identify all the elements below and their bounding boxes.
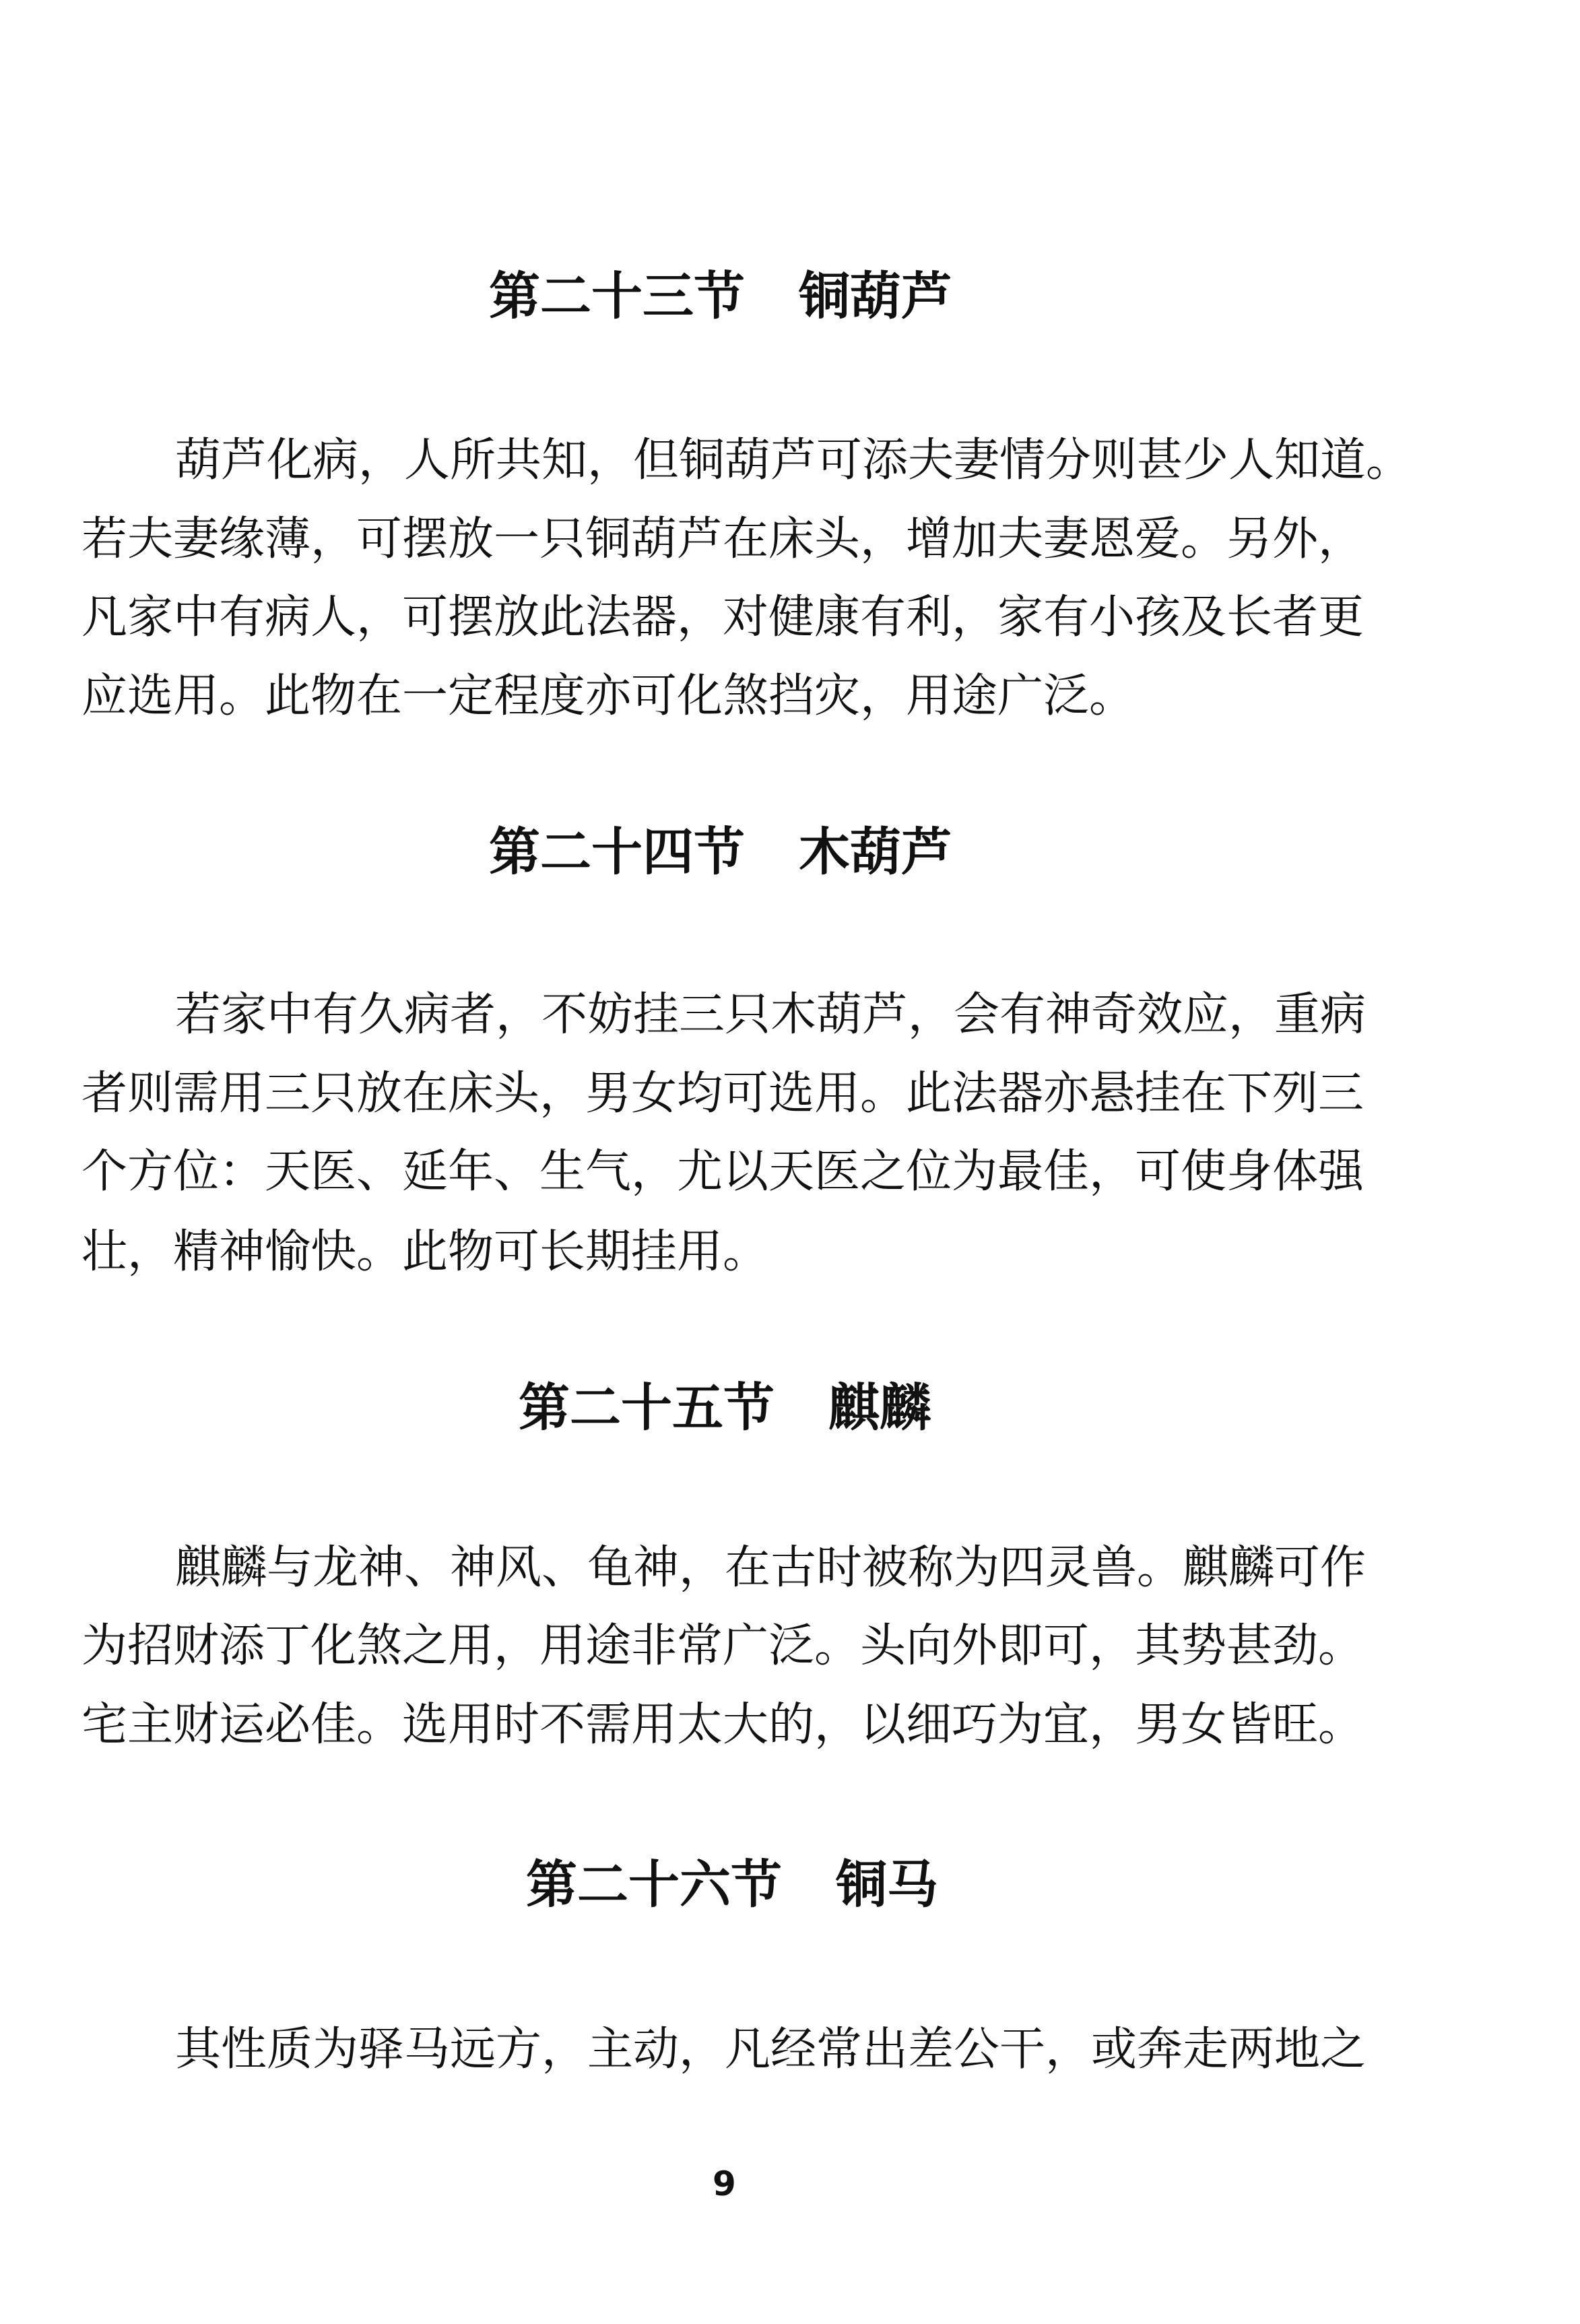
section-number: 第二十三节 (489, 266, 745, 326)
section-26-heading (526, 1854, 938, 1915)
paragraph-line: 宅主财运必佳。选用时不需用太大的，以细巧为宜，男女皆旺。 (81, 1698, 1364, 1751)
section-23-heading (489, 266, 952, 327)
page-number: 9 (713, 2164, 736, 2203)
paragraph-line: 若夫妻缘薄，可摆放一只铜葫芦在床头，增加夫妻恩爱。另外， (81, 513, 1364, 566)
paragraph-line: 为招财添丁化煞之用，用途非常广泛。头向外即可，其势甚劲。 (81, 1619, 1364, 1673)
paragraph-line: 凡家中有病人，可摆放此法器，对健康有利，家有小孩及长者更 (81, 591, 1364, 644)
section-title: 麒麟 (828, 1378, 931, 1438)
section-number: 第二十六节 (526, 1854, 782, 1914)
paragraph-line: 葫芦化病，人所共知，但铜葫芦可添夫妻情分则甚少人知道。 (175, 434, 1412, 487)
section-number: 第二十五节 (519, 1378, 775, 1438)
section-title: 铜葫芦 (799, 266, 952, 326)
section-number: 第二十四节 (489, 822, 745, 882)
section-title: 木葫芦 (799, 822, 952, 882)
section-25-heading (519, 1378, 931, 1438)
paragraph-line: 若家中有久病者，不妨挂三只木葫芦，会有神奇效应，重病 (175, 988, 1367, 1041)
paragraph-line: 者则需用三只放在床头，男女均可选用。此法器亦悬挂在下列三 (81, 1067, 1364, 1120)
paragraph-line: 应选用。此物在一定程度亦可化煞挡灾，用途广泛。 (81, 670, 1135, 723)
section-title: 铜马 (836, 1854, 938, 1914)
paragraph-line: 壮，精神愉快。此物可长期挂用。 (81, 1225, 769, 1279)
paragraph-line: 麒麟与龙神、神风、龟神，在古时被称为四灵兽。麒麟可作 (175, 1541, 1367, 1594)
section-24-heading (489, 822, 952, 882)
paragraph-line: 其性质为驿马远方，主动，凡经常出差公干，或奔走两地之 (175, 2023, 1367, 2076)
paragraph-line: 个方位：天医、延年、生气，尤以天医之位为最佳，可使身体强 (81, 1145, 1364, 1198)
